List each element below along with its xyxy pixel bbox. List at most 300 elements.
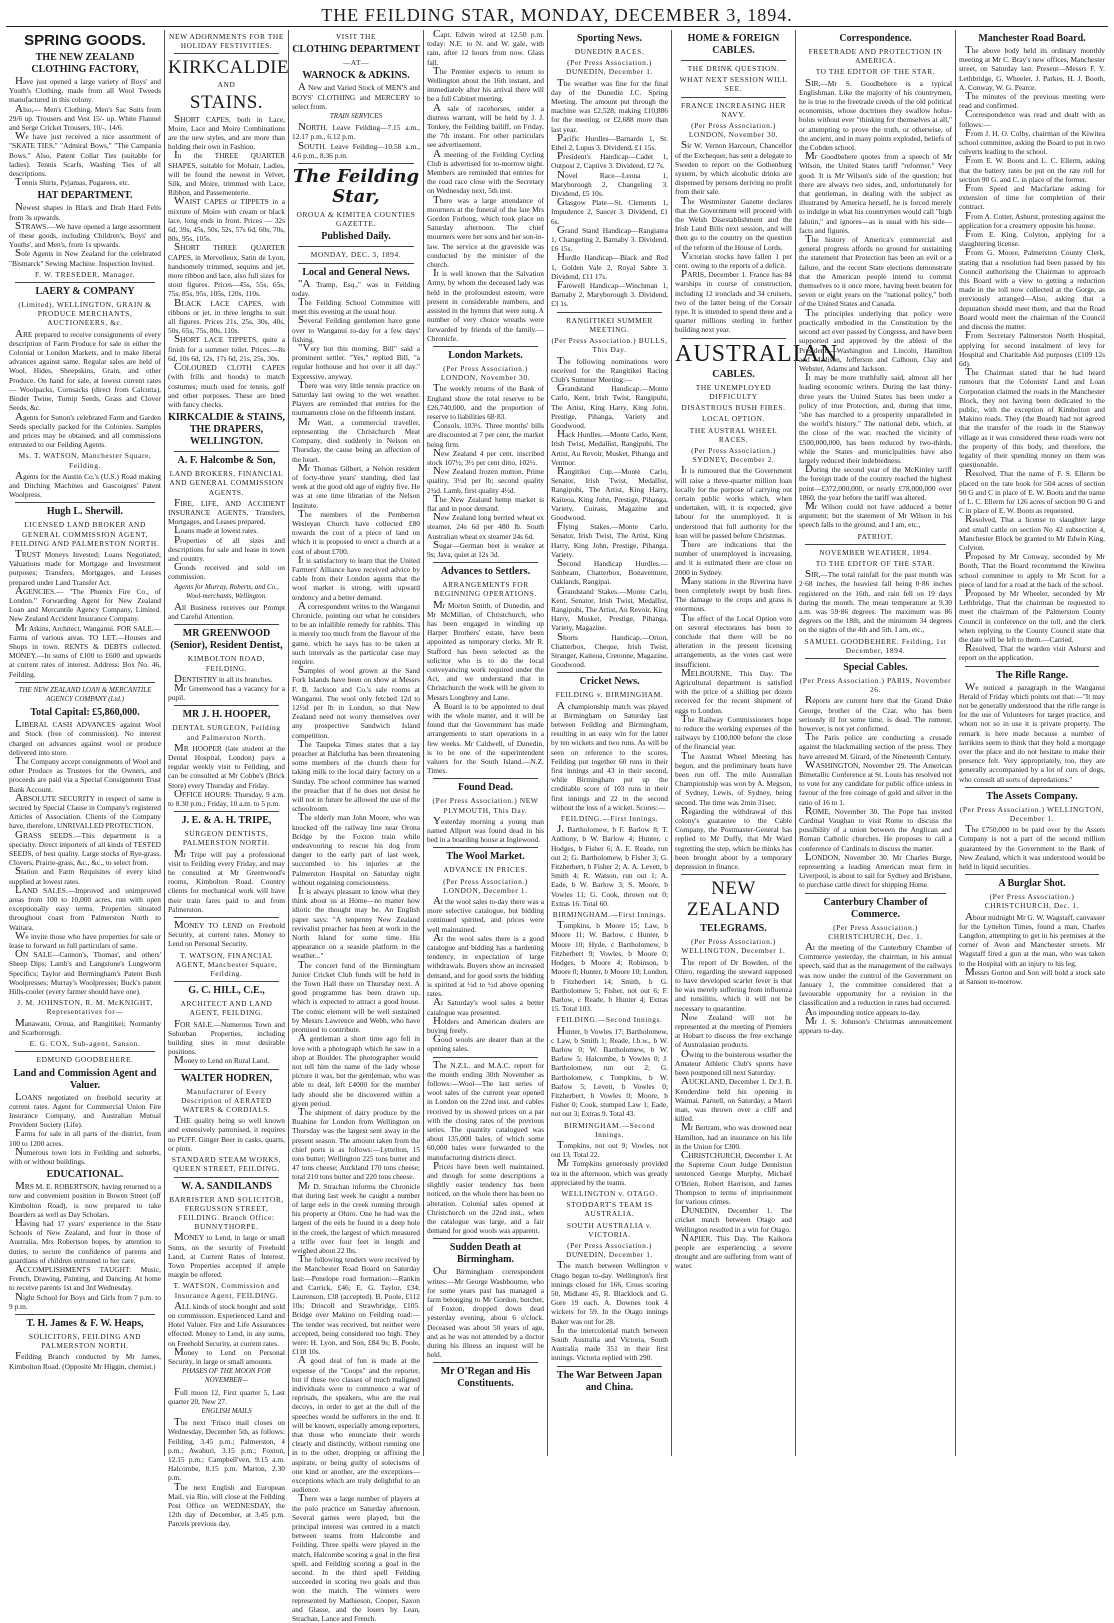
paragraph: Proposed by Mr Conway, seconded by Mr Booth, That the Board recommend the Kiwitea school committee to apply to Mr Scott for a piece of land for a road at the back of the school. [959, 550, 1105, 589]
column-8 [955, 30, 1108, 1456]
divider [15, 282, 155, 283]
divider [433, 778, 538, 779]
sub-heading: DISASTROUS BUSH FIRES. [681, 403, 786, 413]
paragraph: The following tenders were received by the Manchester Road Board on Saturday last:—Penelope road formation:—Rankin and Carrick, £46; E. G. Taylor, £34; Laurenson, £38 (accepted). B. Poole, £112 10s; Driscoll and Strawbridge, £105. Bridge over Makino on Feilding road:—The tender was received, but neither were accepted, being considered too high. They were: H. Lyon, and Son, £84 9s; B. Poole, £118 10s. [292, 1253, 420, 1357]
paragraph: From Secretary Palmerston North Hospital, applying for second instalment of levy for Hospital and Charitable Aid purposes (£109 12s 6d). [959, 329, 1105, 368]
section-heading: The Rifle Range. [996, 669, 1068, 681]
section-heading: T. H. James & F. W. Heaps, [26, 1317, 144, 1329]
paragraph: FOR SALE.—Numerous Town and Suburban Properties, including building sites in most desirable positions. [168, 1017, 285, 1057]
divider [433, 562, 538, 563]
section-heading: Mr O'Regan and His Constituents. [440, 1366, 531, 1390]
divider [681, 60, 786, 61]
paragraph: The Austral Wheel Meeting has begun, and the preliminary heats have been run off. The mile Australian Championship was won by A. Megson, of Sydney, Lewis, of Sydney, being second. The time was 2min 31sec. [675, 749, 792, 807]
paragraph: Resolved, That the name of F. S. Ellerm be placed on the rate book for 504 acres of section 90 G and C in place of E. W. Boots and the name of L. C. Ellerm for 126 acres of section 90 G and C in place of E. W. Boots as requested. [959, 467, 1105, 516]
paragraph: SHORT CAPES, both in Lace, Moire, Lace and Moire Combinations are the new styles, and are more than holding their own in Fashion. [168, 112, 285, 152]
paragraph: Rangitikei Cup.—Monte Carlo, Senator, Irish Twist, Medallist, Rangipuhi, The Artist, King Harry, Kaiteoa, King John, Prestige, Pihanga, Variety, Cuirass, Magazine and Goodwood. [551, 464, 668, 522]
paragraph: Second Handicap Hurdles.—Sunbeam, Chatterbox, Bonaventure, Oaklands, Rangipai. [551, 556, 668, 587]
paragraph: At the wool sales to-day there was a more selective catalogue, but bidding continued spirited, and prices were well maintained. [427, 895, 544, 934]
column-7 [795, 30, 955, 1456]
paragraph: Hurdle Handicap—Black and Red 1, Golden Vale 2, Royal Sabre 3. Dividend, £11 17s. [551, 251, 668, 281]
divider [15, 502, 155, 503]
sub-heading: —AT— [342, 58, 370, 68]
paragraph: Resolved, That the warden visit Ashurst and report on the application. [959, 642, 1105, 663]
sub-heading: BARRISTER AND SOLICITOR, FERGUSSON STREET, FEILDING. Branch Office: BUNNYTHORPE. [169, 1194, 284, 1232]
sub-heading: SAMUEL GOODBEHERE. Feilding, 1st December, 1894. [804, 636, 947, 655]
paragraph: Grandstand Stakes.—Monte Carlo, Kent, Senator, Irish Twist, Medallist, Rangipuhi, The Artist, Au Revoir, King Harry, Musket, Prestige, Pihanga, Variety, Magazine. [551, 584, 668, 633]
divider [15, 1051, 155, 1052]
paragraph: A sale of racehorses, under a distress warrant, will be held by J. J. Tonkey, the Feilding bailiff, on Friday, the 7th instant. For other particulars see advertisement. [427, 101, 544, 150]
section-heading: A. F. Halcombe & Son, [177, 455, 276, 467]
paragraph: CHRISTCHURCH, December 1. At the Supreme Court Judge Denniston sentenced George Murphy, Michael O'Brien, Robert Harrison, and James Thompson to terms of imprisonment for various crimes. [675, 1148, 792, 1206]
paragraph: The minutes of the previous meeting were read and confirmed. [959, 90, 1105, 111]
paragraph: From G. Moore, Palmerston County Clerk, stating that a resolution had been passed by his Council authorising the Chairman to approach this Board with a view to getting a reduction made in the toll now collected at the Gorge, as previously arranged—Also, asking that a deputation should meet them, and that the Road Board would meet the chairman of the Council and discuss the matter. [959, 246, 1105, 332]
paragraph: Flying Stakes.—Monte Carlo, Senator, Irish Twist, The Artist, King Harry, King John, Prestige, Pihanga, Variety. [551, 520, 668, 559]
paragraph: The concert fund of the Birmingham Junior Cricket Club funds will be held in the Town Hall there on Thursday next. A good programme has been drawn up, which is expected to attract a good house. The comic element will be well sustained by Messrs Lawrence and Webb, who have promised to contribute. [292, 958, 420, 1035]
section-heading: Local and General News. [302, 266, 410, 278]
paragraph: MELBOURNE, This Day. The Agricultural department is satisfied with the price of a shilling per dozen received for the recent shipment of eggs to London. [675, 666, 792, 715]
sub-heading: TO THE EDITOR OF THE STAR. [815, 558, 936, 568]
section-heading: CABLES. [712, 368, 755, 380]
sub-heading: NOVEMBER WEATHER, 1894. [819, 547, 932, 557]
paragraph: Our Birmingham correspondent writes:—Mr George Washbourne, who for some years past has managed a farm belonging to Mr Gordon, butcher, of Foxton, dropped down dead yesterday evening, about 6 o'clock. Deceased was about 50 years of age, and as he was not attended by a doctor during his illness an inquest will be held. [427, 1265, 544, 1360]
sub-heading: FEILDING.—Second Innings. [556, 1015, 663, 1025]
paragraph: At the meeting of the Canterbury Chamber of Commerce yesterday, the chairman, in his annual speech, said that as the management of the railways was now under the control of the Government on January 1, the committee considered that a favourable opportunity for a revision in the classification and a reduction in rates had occurred. [799, 941, 952, 1008]
italic-heading: THE NEW ZEALAND LOAN & MERCANTILE AGENCY COMPANY (Ltd.) [18, 685, 152, 703]
sub-heading: ARRANGEMENTS FOR BEGINNING OPERATIONS. [434, 580, 537, 599]
section-heading: Canterbury Chamber of Commerce. [823, 896, 928, 920]
sub-heading: (Per Press Association.) SYDNEY, December 2. [691, 445, 776, 465]
section-heading: London Markets. [448, 349, 523, 361]
section-heading: CLOTHING DEPARTMENT [292, 44, 420, 56]
paragraph: AGENCIES.— "The Phœnix Fire Co., of London." Forwarding Agent for New Zealand Loan and Mercantile Agency Company, Limited. New Zealand Accident Insurance Company. [9, 584, 161, 624]
paragraph: FIRE, LIFE, AND ACCIDENT INSURANCE AGENTS, Transfers, Mortgages, and Leases prepared. [168, 496, 285, 527]
paragraph: Grandstand Handicap.—Monte Carlo, Kent, Irish Twist, Rangipuhi, The Artist, King Harry, King John, Prestige, Pihanga, Variety and Goodwood. [551, 382, 668, 430]
paragraph: Glasgow Plate—St. Clements 1, Impudence 2, Saucer 3. Dividend, £1 6s. [551, 196, 668, 226]
divider [433, 1362, 538, 1363]
paragraph: The effect of the Local Option vote on several electorates has been to conclude that there will be no alteration in the present licensing arrangements, as the votes cast were insufficient. [675, 611, 792, 669]
paragraph: From E. W. Boots and L. C. Ellerm, asking that the battery rates be put on the rate roll for section 90 G. and C. in place of the former. [959, 154, 1105, 184]
paragraph: Agents for the Austin Co.'s (U.S.) Road making and Ditching Machines and Gascoignes' Patent Woolpress. [9, 469, 161, 500]
masthead: THE FEILDING STAR, MONDAY, DECEMBER 3, 1894. [6, 4, 1108, 27]
sub-heading: BIRMINGHAM.—First Innings. [552, 910, 667, 920]
paragraph: Consols, 103½. Three months' bills are discounted at 7 per cent, the market being firm. [427, 419, 544, 449]
paragraph: Mr Thomas Gilbert, a Nelson resident of forty-three years' standing, died last week at the good old age of eighty five. He was at one time librarian of the Nelson Institute. [292, 461, 420, 510]
paragraph: Shorts Handicap.—Orion, Chatterbox, Cheque, Irish Twist, Stranger, Kaiteoa, Cretonne, Magazine, Goodwood. [551, 630, 668, 670]
divider [965, 787, 1099, 788]
divider [681, 97, 786, 98]
sub-heading: OROUA & KIMITEA COUNTIES GAZETTE. [296, 210, 416, 229]
paragraph: Good wools are dearer than at the opening sales. [427, 1033, 544, 1054]
paragraph: Properties of all sizes and descriptions for sale and lease in town and country. [168, 533, 285, 563]
paragraph: From J. H. O. Colby, chairman of the Kiwitea school committee, asking the Board to put in two culverts leading to the school. [959, 126, 1105, 157]
paragraph: Owing to the boisterous weather the Amateur Athletic Club's sports have been postponed till next Saturday. [675, 1047, 792, 1078]
paragraph: LIBERAL CASH ADVANCES against Wool and Stock (free of commission). No interest charged on advances against wool or produce delivered into store. [9, 718, 161, 757]
paragraph: We noticed a paragraph in the Wanganui Herald of Friday which points out that:—"It may not be generally understood that the rifle range is for the use of Volunteers for target practice, and whom not so in use it is private property. The remark is here made because a number of larrikins seem to think that they hold a mortgage over the place and do not hesitate to make their presence felt. Very appropriately, too, they are generally accompanied by a lot of curs of dogs, who consult all sorts of depredations." [959, 680, 1105, 784]
sub-heading: DENTAL SURGEON, Feilding and Palmerston North. [172, 723, 281, 742]
paragraph: Many stations in the Riverina have been completely swept by bush fires. The damage to the crops and grass is enormous. [675, 574, 792, 614]
paragraph: Night School for Boys and Girls from 7 p.m. to 9 p.m. [9, 1290, 161, 1311]
paragraph: SHORT THREE QUARTER CAPES, in Mervelleux, Satin de Lyon, handsomely trimmed, sequins and jet, more ribbon and lace, also full sizes for stout figures. Prices—45s, 55s, 65s, 75s, 85s, 95s, 105s, 120s, 110s. [168, 241, 285, 299]
paragraph: We have just received a nice assortment of "SKATE TIES." "Admiral Bows," "The Campania Bows." Also, Patent Collar Ties (suitable for ladies). Tennis Scarfs, Washing Ties of all descriptions. [9, 130, 161, 179]
divider [557, 312, 662, 313]
sub-heading: SOLICITORS, FEILDING AND PALMERSTON NORTH. [28, 1331, 142, 1351]
sub-heading: (Per Press Association.) LONDON, November 30. [440, 363, 531, 383]
divider [174, 53, 279, 54]
paragraph: The Taupeka Times states that a lay preacher at Balclutha has been threatening some members of the church there for taking milk to the local dairy factory on a Sunday. The school committee has warned the preacher that if he does not desist he will not in future be allowed the use of the schoolroom. [292, 737, 420, 814]
divider [174, 1069, 279, 1070]
sub-heading: EDMUND GOODBEHERE. [36, 1055, 134, 1065]
section-heading: J. E. & A. H. TRIPE, [181, 815, 272, 827]
sub-heading: VISIT THE [335, 32, 377, 41]
paragraph: Numerous town lots in Feilding and suburbs, with or without buildings. [9, 1145, 161, 1166]
paragraph: Resolved, That a license to slaughter large and small cattle on section No 42 subsection 4, Manchester Block be granted to Mr Edwin King, Colyton. [959, 513, 1105, 552]
sub-heading: BIRMINGHAM.—Second Innings. [563, 1120, 656, 1139]
column-3 [288, 30, 423, 1623]
paragraph: The New Zealand hemp market is flat and in poor demand. [427, 492, 544, 513]
paragraph: At the wool sales there is a good catalogue and bidding has a hardening tendency, in expectation of large withdrawals. Buyers show an increased demand, and for good sorts the bidding is spirited at ½d to ½d above opening rates. [427, 931, 544, 999]
section-heading: Found Dead. [457, 782, 513, 794]
paragraph: Also,— Men's Clothing, Men's Sac Suits from 29/6 up. Trousers and Vest 15/- up. White Flannel and Serge Cricket Trousers, 10/-, 14/6. [9, 102, 161, 133]
divider [433, 847, 538, 848]
paragraph: Mr Tripe will pay a professional visit to Feilding every Friday, and may be consulted at Mr Greenwood's rooms, Kimbolton Road. Country clients for mechanical work will have their train fares paid to and from Palmerston. [168, 847, 285, 914]
sub-heading: Ms. T. WATSON, Manchester Square, Feilding. [18, 451, 152, 470]
sub-heading: FEILDING v. BIRMINGHAM. [555, 690, 664, 700]
paragraph: DENTISTRY in all its branches. [174, 672, 273, 685]
paragraph: Mr Watt, a commercial traveller, representing the Christchurch Meat Company, died suddenly in Nelson on Thursday, the cause being an affection of the heart. [292, 415, 420, 464]
sub-heading: ARCHITECT AND LAND AGENT, FEILDING. [180, 999, 273, 1018]
section-heading: Advances to Settlers. [440, 566, 531, 578]
paragraph: Loans made at lowest rates. [174, 524, 259, 537]
paragraph: Money to Lend on Rural Land. [174, 1054, 270, 1067]
paragraph: Correspondence was read and dealt with as follows:— [959, 108, 1105, 129]
section-heading: G. C. HILL, C.E., [188, 985, 265, 997]
sub-heading: RANGITIKEI SUMMER MEETING. [566, 315, 653, 334]
paragraph: At Saturday's wool sales a better catalogue was presented. [427, 996, 544, 1017]
divider [174, 1177, 279, 1178]
paragraph: MONEY TO LEND on Freehold Security, at current rates. Money to Lend on Personal Security. [168, 919, 285, 949]
paragraph: COLOURED CLOTH CAPES (with frills and hoods) to match costumes; much used for tennis, golf and other purposes. These are lined with fancy checks. [168, 361, 285, 409]
paragraph: The following nominations were received for the Rangitikei Racing Club's Summer Meeting:— [551, 354, 668, 384]
paragraph: SHORT LACE TIPPETS, quite a finish for a summer toilet. Prices.—8s 6d, 10s 6d, 12s, 17s 6d, 21s, 25s, 30s. [168, 333, 285, 363]
sub-heading: AND [217, 80, 236, 90]
sub-heading: (Limited), WELLINGTON, GRAIN & PRODUCE MERCHANTS, AUCTIONEERS, &c. [18, 300, 152, 328]
column-6 [671, 30, 839, 1456]
paragraph: The next 'Frisco mail closes on Wednesday, December 5th, as follows: Feilding, 3.45 p.m.; Palmerston, 4 p.m.; Awahuri, 3.15 p.m.; Foxton, 12.15 p.m.; Campbell'ven, 9.15 a.m. Halcombe, 8.15 p.m. Marton, 2.30 p.m. [168, 1416, 285, 1483]
sub-heading: LICENSED LAND BROKER AND GENERAL COMMISSION AGENT, FEILDING AND PALMERSTON NORTH. [10, 520, 160, 548]
divider [174, 451, 279, 452]
paragraph: The members of the Pemberton Wesleyan Church have collected £80 towards the cost of a piece of land on which it is proposed to erect a church at a cost of about £700. [292, 507, 420, 556]
paragraph: MR HOOPER (late student at the Dental Hospital, London) pays a regular weekly visit to Feilding, and can be consulted at Mr Cobbe's (Brick Store) every Thursday and Friday. [168, 741, 285, 790]
paragraph: Feilding Branch conducted by Mr James, Kimbolton Road. (Opposite Mr Higgin, chemist.) [9, 1350, 161, 1371]
paragraph: The weekly returns of the Bank of England show the total reserve to be £26,740,000, and the proportion of reserve to liabilities 68·83. [427, 382, 544, 421]
paragraph: Full moon 12, First quarter 5, Last quarter 20, New 27. [168, 1385, 285, 1406]
paragraph: Hack Hurdles.—Monte Carlo, Kent, Irish Twist, Medallist, Rangipuhi, The Artist, Au Revoir, Musket, Pihanga and Ventnor. [551, 428, 668, 467]
sub-heading: THE UNEMPLOYED DIFFICULTY [695, 382, 772, 401]
paragraph: From A. Cotter, Ashurst, protesting against the application for a creamery opposite his house. [959, 209, 1105, 230]
paragraph: From Speed and Macfarlane asking for extension of time for completion of their contract. [959, 182, 1105, 212]
paragraph: BLACK LACE CAPES, with ribbons or jet, in three lengths to suit all figures. Prices 21s, 25s, 30s, 40s, 50s, 65s, 75s, 80s, 110s. [168, 296, 285, 336]
sub-heading: (Per Press Association.) PARIS, November 26. [799, 676, 952, 695]
section-heading: Special Cables. [843, 662, 908, 673]
paragraph: Mr D. Strachan informs the Chronicle that during last week he caught a number of large eels in the creek running through his property at Ohiro. One he had was the largest of the eels he found in a deep hole in the creek, the largest of which measured a trifle over four feet in length and weighed about 22 lbs. [292, 1179, 420, 1255]
paragraph: SOUTH. Leave Feilding—10.58 a.m., 4.6 p.m., 8.36 p.m. [292, 139, 420, 160]
paragraph: A Board is to be appointed to deal with the whole matter, and it will be found that the Government has made arrangements to start operations in a few weeks. Mr Caldwell, of Dunedin, is to be one of the superintendent valuers for the South Island.—N.Z. Times. [427, 699, 544, 776]
section-heading: Manchester Road Board. [978, 33, 1086, 44]
paragraph: Money to Lend on Personal Security, in large or small amounts. [168, 1345, 285, 1366]
sub-heading: (Per Press Association.) WELLINGTON, December 1. [959, 804, 1105, 824]
paragraph: LOANS negotiated on freehold security at current rates. Agent for Commercial Union Fire Insurance Company, and Australian Mutual Provident Society (Life). [9, 1090, 161, 1130]
paragraph: Reports are current here that the Grand Duke George, brother of the Czar, who has been seriously ill for some time, is dead. The rumour, however, is not yet confirmed. [799, 694, 952, 734]
paragraph: LAND SALES.—Improved and unimproved areas from 100 to 10,000 acres, run with open exceptionally easy terms. Properties situated throughout coast from Palmerston North to Waitara. [9, 883, 161, 932]
sub-heading: PATRIOT. [857, 531, 894, 541]
divider [557, 1366, 662, 1367]
paragraph: "A Tramp, Esq.," was in Feilding today. [292, 277, 420, 298]
italic-heading: TRAIN SERVICES [329, 112, 383, 121]
paragraph: It is well known that the Salvation Army, by whom the deceased lady was held in the profoundest esteem, were present in considerable numbers, and assisted in the hymns that were sung. A number of very choice wreaths were forwarded by friends of the family.—Chronicle. [427, 267, 544, 343]
paragraph: The report of Dr Bowden, of the Ohiro, regarding the steward supposed to have developed scarlet fever is that he was merely suffering from influenza and tonsilitis, which it will not be necessary to quarantine. [675, 955, 792, 1013]
paragraph: The Feilding School Committee will meet this evening at the usual hour. [292, 296, 420, 317]
italic-heading: ENGLISH MAILS [201, 1406, 252, 1415]
sub-heading: T. WATSON, FINANCIAL AGENT, Manchester Square, Feilding. [175, 950, 278, 979]
sub-heading: MONDAY, DEC. 3, 1894. [310, 250, 402, 260]
paragraph: We invite those who have properties for sale or lease to forward us full particulars of same. [9, 929, 161, 951]
paragraph: The Westminster Gazette declares that the Government will proceed with the Welsh Disestablishment and the Irish Land Bills next session, and will then go to the country on the question of the reform of the House of Lords. [675, 194, 792, 252]
sub-heading: J. M. JOHNSTON, R. M. McKNIGHT, Representatives for— [17, 998, 153, 1017]
divider [433, 1057, 538, 1058]
sub-heading: T. WATSON, Commission and Insurance Agent, FEILDING. [173, 1281, 280, 1300]
sub-heading: STANDARD STEAM WORKS, QUEEN STREET, FEILDING. [171, 1155, 282, 1174]
divider [15, 1314, 155, 1315]
column-5 [547, 30, 671, 1456]
display-heading: KIRKCALDIE [168, 57, 290, 79]
paragraph: Tennis Shirts, Pyjamas, Pugarees, etc. [15, 176, 130, 189]
column-4 [423, 30, 547, 1456]
sub-heading: WELLINGTON v. OTAGO. [561, 1188, 658, 1198]
paragraph: A correspondent writes to the Wanganui Chronicle, pointing out what he considers to be an infallible remedy for rabbits. This is merely too much from the flavour of the game, which he says has to be taken at such intervals as the particular case may require. [292, 599, 420, 666]
section-heading: Correspondence. [839, 33, 912, 44]
paragraph: Have just opened a large variety of Boys' and Youth's Clothing, made from all Wool Tweeds manufactured in this colony. [9, 75, 161, 105]
sub-heading: ADVANCE IN PRICES. [443, 865, 528, 875]
divider [965, 874, 1099, 875]
section-heading: A Burglar Shot. [998, 878, 1066, 890]
display-heading: AUSTRALIAN [675, 340, 839, 367]
paragraph: ARE prepared to receive consignments of every description of Farm Produce for sale in either the Colonial or London Markets, and to make liberal advances against same. Regular sales are held of Wool, Hides, Sheepskins, Grain, and other Produce. On hand for sale, at lowest current rates — Woolpacks, Cornsacks (direct from Calcutta), Binder Twine, Turnip Seeds, Grass and Clover Seeds, &c. [9, 327, 161, 413]
paragraph: NORTH. Leave Feilding—7.15 a.m., 12.17 p.m., 6.12 p.m. [292, 121, 420, 142]
paragraph: A championship match was played at Birmingham on Saturday last between Feilding and Birmingham, resulting in an easy win for the latter by ten wickets and two runs. As will be seen on reference to the scores, Feilding put together 60 runs in their first innings and 43 in their second, while Birmingham put up the creditable score of 103 runs in their first innings and 22 in the second without the loss of a wicket. Scores:— [551, 699, 668, 812]
paragraph: THE quality being so well known and extensively patronised, it requires no PUFF. Ginger Beer in casks, quarts, or pints. [168, 1114, 285, 1153]
paragraph: The Paris police are conducting a crusade against the blackmailing section of the press. They have arrested M. Girard, of the Nineteenth Century. [799, 731, 952, 761]
paragraph: Sir W. Vernon Harcourt, Chancellor of the Exchequer, has sent a delegate to Sweden to report on the Gothenburg system, by which alcoholic drinks are dispensed by persons deriving no profit from their sale. [675, 139, 792, 197]
paragraph: Having had 17 years' experience in the State Schools of New Zealand, and four in those of Australia, Mrs Robertson hopes, by attention to duties, to secure the confidence of parents and guardians of children entrusted to her care. [9, 1216, 161, 1265]
paragraph: SIR,—The total rainfall for the past month was 2·68 inches, the heaviest fall being 0·86 inches registered on the 16th, and rain fell on 19 days during the month. The mean temperature at 9.30 a.m. was 59·86 degrees. The maximum was 86 degrees on the 18th, and the minimum 34 degrees on the nights of the 4th and 5th. I am, etc., [799, 568, 952, 635]
paragraph: The weather was fine for the final day of the Dunedin J.C. Spring Meeting. The amount put through the machine was £2,528, making £10,886 for the meeting, or £2,688 more than last year. [551, 76, 668, 134]
paragraph: Newest shapes in Black and Drab Hard Felts from 3s upwards. [9, 201, 161, 222]
paragraph: About midnight Mr G. W. Wagstaff, canvasser for the Lyttelton Times, found a man, Charles Langdon, attempting to get in his premises at the corner of Avon and Manchester streets. Mr Wagstaff fired a gun at the man, who was taken to the Hospital with an injury to his leg. [959, 910, 1105, 968]
italic-heading: Agents for Murray, Roberts, and Co., Wool-merchants, Wellington. [174, 582, 279, 600]
section-heading: LAERY & COMPANY [35, 286, 135, 298]
paragraph: It is satisfactory to learn that the United Farmers' Alliance have received advice by cable from their London agents that the wool market is strong, with upward tendency and a better demand. [292, 553, 420, 602]
headline: SPRING GOODS. [24, 32, 146, 49]
section-heading: The Assets Company. [986, 790, 1078, 802]
paragraph: Mr Wilson could not have adduced a better argument; but the statement of Mr Wilson in his speech falls to the ground, and I am, etc., [799, 499, 952, 530]
paragraph: ALL kinds of stock bought and sold on commission. Experienced Land and Hotel Valuer. Fire and Life Assurances effected. Money to Lend, in any sums, on Freehold Security, at current rates. [168, 1299, 285, 1348]
sub-heading: DUNEDIN RACES. [574, 47, 645, 56]
paragraph: A good deal of fun is made at the expense of the "Coops" and the reporter, but if these two classes of much maligned individuals were to commence a war of reprisals, the speakers, who are the real decoys, in order to get at the dull of the speeches would be sufferers in the end. It will be known, especially among reporters, that those who enunciate their words clearly and distinctly, without running one in to the other, dropping or affixing the aspirate, or being guilty of solecisms of one kind or another, are the exceptions—exceptions which are truly delightful to an audience. [292, 1354, 420, 1495]
paragraph: Proposed by Mr Wheeler, seconded by Mr Lethbridge, That the chairman be requested to meet the chairman of the Palmerston County Council in conference on the toll, and the clerk when replying to the County Council state that the date will be left to them.—Carried. [959, 586, 1105, 644]
section-heading: Cricket News. [579, 676, 640, 688]
paragraph: Novel Race—Leona 1, Maryborough 2, Changeling 3. Dividend, £5 10s. [551, 168, 668, 199]
section-heading: Land and Commission Agent and Valuer. [13, 1067, 157, 1091]
paragraph: ON SALE—Cannon's, Thomas', and others' Sheep Dips; Lamb's and Langstone's Lungworm Specifics; Taylor and Bermingham's Patent Bush Woolpresses; Murray's Woolpresses; Buck's patent Hills-cooler (every farmer should have one). [9, 948, 161, 997]
paragraph: Pacific Hurdles—Barnardo 1, St. Ethel 2, Lupus 3. Dividend, £1 15s. [551, 131, 668, 153]
paragraph: DUNEDIN, December 1. The cricket match between Otago and Wellington resulted in a win for Otago. [675, 1204, 792, 1234]
paragraph: Messrs Gorton and Son will hold a stock sale at Sanson to-morrow. [959, 965, 1105, 987]
paragraph: NAPIER, This Day. The Kaikora people are experiencing a severe drought and are suffering from want of water. [675, 1231, 792, 1271]
paragraph: OFFICE HOURS: Thursday, 9 a.m. to 8.30 p.m.; Friday, 10 a.m. to 5 p.m. [168, 787, 285, 808]
paragraph: ACCOMPLISHMENTS TAUGHT: Music, French, Drawing, Painting, and Dancing. At home to receive parents 1st and 3rd Wednesday. [9, 1262, 161, 1293]
divider [174, 917, 279, 918]
section-heading: TELEGRAMS. [700, 923, 767, 935]
paragraph: New Zealand frozen mutton. Prime quality, 3½d per lb; second quality 2¾d. Lamb, first quality 4½d. [427, 465, 544, 495]
sub-heading: STODDART'S TEAM IS AUSTRALIA. [566, 1200, 653, 1219]
sub-heading: E. G. COX, Sub-agent, Sanson. [29, 1039, 141, 1049]
paragraph: Capt. Edwin wired at 12.50 p.m. today: N.E. to N. and W. gale, with rain, after 12 hours from now. Glass fall. [427, 28, 544, 67]
paragraph: The next English and European Mail, via Rio, will close at the Feilding Post Office on WEDNESDAY, the 12th day of December, at 3.45 p.m. Parcels previous day. [168, 1480, 285, 1529]
sub-heading: FRANCE INCREASING HER NAVY. [681, 100, 786, 119]
paragraph: Mr Greenwood has a vacancy for a pupil. [168, 681, 285, 703]
column-1 [6, 30, 164, 1456]
divider [557, 672, 662, 673]
paragraph: Sole Agents in New Zealand for the celebrated "Bismarck" Sewing Machine. Inspection Invited. [9, 247, 161, 268]
paragraph: Grand Stand Handicap—Rangiatea 1, Changeling 2, Barnaby 3. Dividend, £6 15s. [551, 223, 668, 254]
divider [681, 874, 786, 875]
paragraph: From E. King, Colyton, applying for a slaughtering license. [959, 228, 1105, 249]
display-heading: STAINS. [189, 91, 264, 113]
paragraph: Manawatu, Oroua, and Rangitikei; Normanby and Scarborough. [9, 1016, 161, 1037]
paragraph: The match between Wellington v Otago began to-day. Wellington's first innings closed for 166, Cross scoring 50, Midlane 45, R. Blacklock and G. Gore 19 each. A. Downes took 4 wickets for 59. In the Otago innings Baker was out for 28. [551, 1259, 668, 1326]
masthead-logo: The Feilding Star, [292, 166, 420, 208]
paragraph: Tompkins, not out 9; Vowles, not out 13. Total 22. [551, 1138, 668, 1160]
paragraph: Mr Morton Smith, of Dunedin, and Mr McMillan, of Christchurch, who has been engaged in winding up Harper Brothers' estate, have been appointed as temporary clerks. Mr R. Stafford has been selected as the solicitor who is to do the local conveyancing work required under the Act, and we understand that in Christchurch the work will be given to Messrs Longbrey and Lane. [427, 598, 544, 702]
display-heading: NEW ZEALAND [686, 878, 781, 921]
section-heading: Sudden Death at Birmingham. [449, 1242, 522, 1266]
divider [433, 1238, 538, 1239]
paragraph: It may be more truthfully said, almost all her leading economic writers. During the last thirty-three years the United States has been under a policy of true Protection, and, during that time, "she has marched to a prosperity unparalleled in the world's history." The national debt, which, at the close of the war, reached the vicinity of £500,000,000, has been reduced by two-thirds, while the States and municipalities have also largely reduced their indebtedness. [799, 371, 952, 465]
sub-heading: (Per Press Association.) BULLS, This Day. [551, 336, 668, 355]
sub-heading: SURGEON DENTISTS, PALMERSTON NORTH. [182, 829, 271, 848]
paragraph: Victorian stocks have fallen 1 per cent. owing to the reports of a deficit. [675, 249, 792, 271]
paragraph: The principles underlying that policy were practically embodied in the Constitution by the second act ever passed by Congress, and have been supported and approved by the ablest of the Presidents—Washington and Lincoln, Hamilton and Madison, Jefferson and Calhoun, Clay and Webster, Adams and Jackson. [799, 306, 952, 373]
sub-heading: (Per Press Association.) DUNEDIN, December 1. [565, 58, 654, 77]
paragraph: Sugar—German beet is weaker at 9s; Java, quiet at 12s 3d. [427, 538, 544, 559]
sub-heading: F. W. TRESEDER, Manager. [34, 269, 136, 279]
sub-heading: Manufacturer of Every Description of AERATED WATERS & CORDIALS. [181, 1086, 272, 1115]
paragraph: Goods received and sold on commission. [168, 561, 285, 582]
sub-heading: (Per Press Association.) CHRISTCHURCH, Dec. 1. [984, 892, 1080, 911]
paragraph: WAIST CAPES or TIPPETS in a mixture of Moire with cream or black lace, long ends in front. Prices — 32s 6d, 39s, 45s, 50s, 52s, 57s 6d, 60s, 70s, 80s, 95s, 105s. [168, 195, 285, 244]
paragraph: AUCKLAND, December 1. Dr J. B. Kenderdine held his opening in Waimai. Parnell, on Saturday, a Maori man, was thrown over a cliff and killed. [675, 1075, 792, 1124]
paragraph: During the second year of the McKinley tariff the foreign trade of the country reached the highest point—£372,000,000, or nearly £78,000,000 over 1860, the year before the tariff was altered. [799, 463, 952, 502]
sub-heading: THE DRINK QUESTION. [687, 64, 780, 73]
paragraph: TRUST Moneys Invested; Loans Negotiated; Valuations made for Mortgage and Investment purposes; Transfers, Mortgages, and Leases prepared under Land Transfer Act. [9, 547, 161, 587]
paragraph: Samples of wool grown at the Sand Fork Islands have been on show at Messrs F. B. Jackson and Co.'s sale rooms at Wanganui. The wool only fetched 12d to 12½d per lb in London, so that New Zealand need not worry themselves over any prospective Sandwich Island competition. [292, 664, 420, 740]
section-heading: Hugh L. Sherwill. [46, 506, 124, 518]
paragraph: The N.Z.L. and M.A.C. report for the month ending 30th November as follows:—Wool—The last series of wool sales of the current year opened in London on the 22nd inst. and cables received by us showed prices on a par with the closing rates of the previous series. The quantity catalogued was about 135,000 bales, of which some 60,000 bales were forwarded to the manufacturing districts direct. [427, 1058, 544, 1162]
paragraph: The elderly man John Moore, who was knocked off the railway line near Orona Bridge by the Foxton train while endeavouring to rescue his dog from danger to the early part of last week, succumbed to his injuries at the Palmerston Hospital on Saturday night without regaining consciousness. [292, 811, 420, 887]
divider [433, 346, 538, 347]
paragraph: MONEY to Lend, in large or small Sums, on the security of Freehold Land, at Current Rates of Interest. Town Properties accepted if ample margin be offered. [168, 1231, 285, 1280]
paragraph: President's Handicap—Cadet 1, Outpost 2, Captive 3. Dividend, £2 7s. [551, 150, 668, 171]
section-heading: Sporting News. [576, 33, 642, 44]
section-heading: EDUCATIONAL. [46, 1169, 124, 1181]
divider [298, 263, 414, 264]
paragraph: PARIS, December 1. France has 84 warships in course of construction, including 12 ironclads and 34 cruisers, two of the latter being of the Corsair type. It is intended to spend three and a quarter millions sterling in further building next year. [675, 268, 792, 335]
paragraph: Mr Goodbehere quotes from a speech of Mr Wilson, the United States tariff "reformer." Very good. It is Mr Wilson's side of the question; but there are always two sides, and, unfortunately for that gentleman, in dealing with the subject as illustrated by America herself, he is forced merely to indulge in what his countrymen would call "high falutin," and ignores—as is usual with his side—facts and figures. [799, 150, 952, 235]
sub-heading: SOUTH AUSTRALIA v. VICTORIA. [566, 1220, 653, 1239]
sub-heading: (Per Press Association.) CHRISTCHURCH, Dec. 1. [828, 922, 923, 941]
paragraph: In the THREE QUARTER SHAPES, suitable for Mohair, Ladies, will be found the newest in Velvet, Silk, and Moire, trimmed with Lace, Ribbon, and Passementerie. [168, 149, 285, 198]
section-heading: THE NEW ZEALAND CLOTHING FACTORY, [31, 52, 139, 75]
paragraph: Mr Atkins, Architect, Wanganui. FOR SALE.—Farms of various areas. TO LET.—Houses and Shops in town. RENTS & DEBTS collected. MONEY.—In sums of £100 to £600 and upwards at current rates of interest. Address: Box No. 46, Feilding. [9, 621, 161, 679]
section-heading: HOME & FOREIGN CABLES. [687, 33, 780, 56]
sub-heading: FREETRADE AND PROTECTION IN AMERICA. [808, 47, 943, 66]
divider [174, 981, 279, 982]
paragraph: MRS M. E. ROBERTSON, having returned to a new and convenient position in Bowen Street (off Kimbolton Road), is now prepared to take Boarders as well as Day Scholars. [9, 1180, 161, 1219]
paragraph: The Chairman stated that he had heard rumours that the Colonists' Land and Loan Corporation claimed the roads in the Manchester Block, they not having been dedicated to the public, with the exception of Kimbolton and Makino roads. They (the Board) had not agreed that the transfer of the roads in the Stanway village as it was considered these roads were not the property of this body, and therefore, the legality of their spending money on them was questionable. [959, 366, 1105, 470]
sub-heading: NEW ADORNMENTS FOR THE HOLIDAY FESTIVITIES. [169, 32, 284, 51]
paragraph: Tompkins, b Moore 15; Law, b Moore 11; W. Barlow, c Hunter, b Moore 10; Hyde, c Bartholomew, b Fitzherbert 9; Vowles, b Moore 0; Hodges, b Moore 4; Robinson, b Moore 0; Hunter, b Moore 10; London, b Fitzherbert 14; Smith, b G. Bartholomew 5; Fisher, not out 6; F. Barlow, c Reade, b Hunter 4; Extras 15. Total 103. [551, 919, 668, 1014]
italic-heading: PHASES OF THE MOON FOR NOVEMBER— [182, 1367, 271, 1385]
paragraph: Holders and American dealers are buying freely. [427, 1014, 544, 1035]
paragraph: Mr Tompkins generously provided tea in the afternoon, which was greatly appreciated by the teams. [551, 1157, 668, 1187]
paragraph: WASHINGTON, November 29. The American Bimetallic Conference at St. Louis has resolved not to vote for any candidate for public office unless in favour of the free coinage of gold and silver in the ratio of 16 to 1. [799, 758, 952, 807]
paragraph: Yesterday morning a young man named Allport was found dead in his bed in a boarding house at Inglewood. [427, 814, 544, 845]
paragraph: A gentleman a short time ago fell in love with a photograph which he saw in a shop at Boulder. The photographer would not tell him the name of the lady whose picture it was, but the gentleman, who was able to deal, left £4000 for the member lady should she be discovered within a given period. [292, 1032, 420, 1108]
paragraph: SIR,—Mr S. Goodbehere is a typical Englishman. Like the majority of his countrymen, he is true to the freetrade creeds of the old political economists, whose doctrines they swallow holus-bolus without ever "thinking for themselves at all," or attempting to prove the truth, or otherwise, of the ancient, and in many points exploded, beliefs of the Cobden school. [799, 76, 952, 153]
sub-heading: (Per Press Association.) NEW PLYMOUTH, This Day. [432, 796, 539, 815]
paragraph: J. Bartholomew, b F. Barlow 8; T. Anthony, b W. Barlow 4; Hunter, c Hodges, b Fisher 6; A. E. Reade, run out 2; G. Bartholomew, b Fisher 3; G. Fitzherbert, b Fisher 2; A. A. Levett, b Smith 4; R. Watson, run out 1; A. Eade, b W. Barlow 3; S. Moore, b Vowles 11; G. Cook, thrown out 0; Extras 16. Total 60. [551, 823, 668, 908]
paragraph: Station and Farm Requisites of every kind supplied at lowest rates. [9, 865, 161, 886]
section-heading: The War Between Japan and China. [557, 1369, 662, 1393]
paragraph: It is always pleasant to know what they think about us at Home—no matter how idiotic the thought may be. An English paper says: "A tenpenny New Zealand revivalist preacher has been at work in the North Island for some time. His appearance on a seaside platform in the weather..." [292, 885, 420, 961]
divider [298, 246, 414, 247]
paragraph: Prices have been well maintained, and though for some descriptions a slightly easier tendency has been noticed, on the whole there has been no alteration. Colonial sales opened at Christchurch on the 22nd inst., when the catalogue was large, and a fair demand for good wools was apparent. [427, 1159, 544, 1236]
section-heading: Published Daily. [321, 231, 391, 243]
divider [681, 338, 786, 339]
section-heading: MR J. H. HOOPER, [182, 709, 271, 721]
paragraph: There was a large attendance of mourners at the funeral of the late Mrs Gordon Forlong, which took place on Saturday afternoon. The chief mourners were her sons and her son-in-law. The service at the graveside was conducted by the minister of the church. [427, 193, 544, 270]
paragraph: Farms for sale in all parts of the district, from 100 to 1200 acres. [9, 1127, 161, 1148]
paragraph: A meeting of the Feilding Cycling Club is advertised for to-morrow night. Members are reminded that entries for the road race close with the Secretary on Wednesday next, 5th inst. [427, 147, 544, 196]
divider [805, 658, 946, 659]
sub-heading: (Per Press Association.) WELLINGTON, December 1. [681, 937, 786, 956]
paragraph: Mr Bertram, who was drowned near Hamilton, had an insurance on his life in the Union for £300. [675, 1121, 792, 1151]
paragraph: New Zealand will not be represented at the meeting of Premiers at Hobart to discuss the free exchange of Australasian products. [675, 1010, 792, 1050]
paragraph: The £750,000 to be paid over by the Assets Company is not a part of the second million guaranteed by the Government to the Bank of New Zealand, which it was understood would be held in liquid securities. [959, 823, 1105, 872]
sub-heading: LAND BROKERS, FINANCIAL AND GENERAL COMMISSION AGENTS. [169, 469, 284, 497]
newspaper-columns [6, 28, 1108, 1623]
paragraph: Mr J. S. Johnson's Christmas announcement appears to-day. [799, 1014, 952, 1035]
section-heading: WARNOCK & ADKINS. [302, 70, 410, 82]
section-heading: KIRKCALDIE & STAINS, THE DRAPERS, WELLINGTON. [168, 412, 285, 448]
sub-heading: KIMBOLTON ROAD, FEILDING. [187, 654, 266, 673]
paragraph: There are indications that the number of unemployed is increasing, and it is estimated there are close on 2000 in Sydney. [675, 537, 792, 577]
sub-heading: THE AUSTRAL WHEEL RACES. [689, 425, 778, 444]
section-heading: MR GREENWOOD (Senior), Resident Dentist, [170, 628, 283, 652]
section-heading: The Wool Market. [446, 851, 525, 863]
divider [174, 811, 279, 812]
paragraph: It is rumoured that the Government will raise a three-quarter million loan locally for the purpose of carrying out certain public works which, when undertaken, will, it is expected, give labour for the unemployed. It is understood that full authority for the loan will be passed before Christmas. [675, 464, 792, 540]
